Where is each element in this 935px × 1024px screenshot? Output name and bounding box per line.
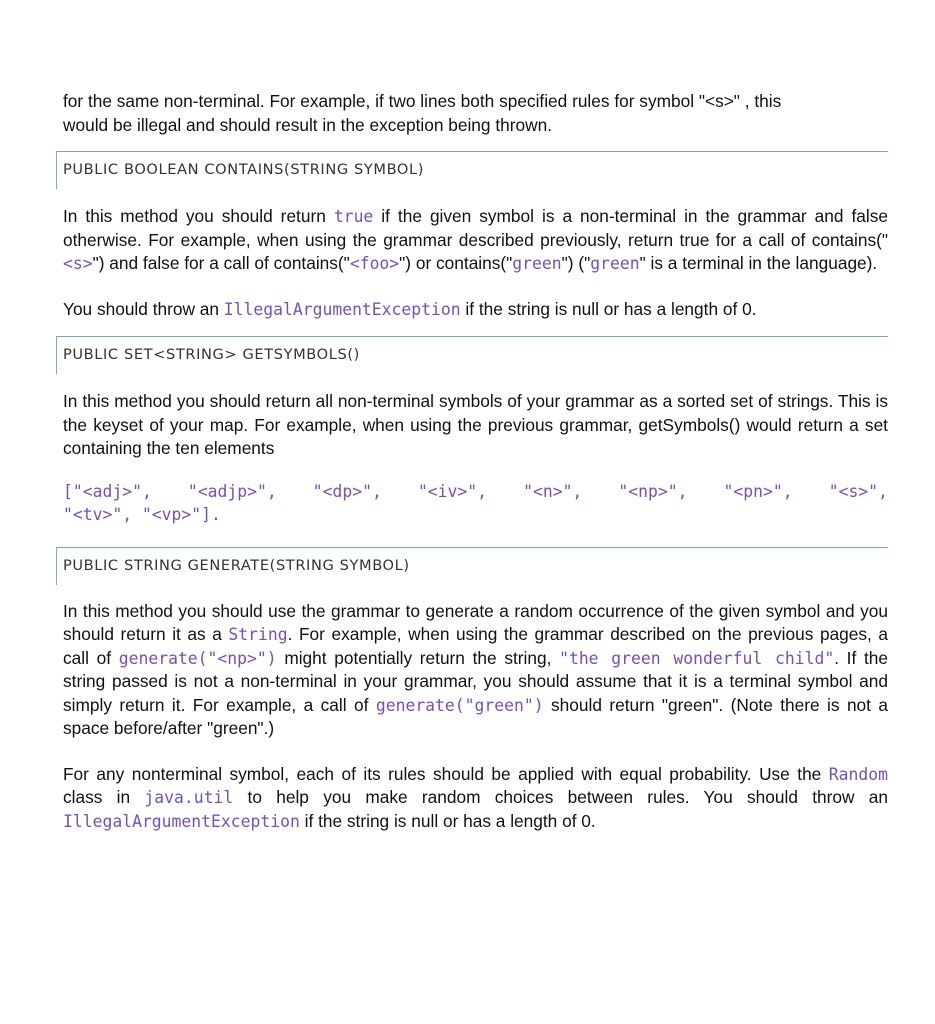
generate-text-2: . For example, when using the grammar described on the previous pages, a call of	[63, 624, 889, 668]
generate-code-java-util: java.util	[144, 788, 234, 807]
code-item: "<pn>",	[723, 481, 793, 501]
generate-code-np: generate("<np>")	[118, 648, 277, 668]
contains-text-5: ") ("	[561, 253, 591, 273]
contains-code-green-2: green	[590, 254, 640, 273]
document-page	[63, 90, 888, 833]
generate-text-4: . If the string passed is not a non-terminal in your grammar, you should assume that it is a terminal symbol and simply return it. For example, a call of	[63, 647, 888, 715]
code-item: "<dp>",	[312, 481, 382, 501]
generate-code-green: generate("green")	[375, 695, 544, 715]
generate-code-random: Random	[828, 764, 888, 784]
contains-text-3: ") and false for a call of contains("	[92, 253, 350, 273]
contains-code-s: <s>	[63, 254, 93, 273]
code-line-2: "<tv>", "<vp>"].	[63, 505, 221, 524]
code-item: ["<adj>",	[63, 481, 152, 501]
generate-rand-text-1: For any nonterminal symbol, each of its rules should be applied with equal probability. Use the	[63, 763, 829, 784]
code-item: "<n>",	[523, 481, 583, 501]
generate-code-string: String	[228, 625, 288, 644]
getsymbols-code-block	[63, 480, 888, 527]
code-item: "<iv>",	[417, 481, 488, 501]
contains-text-4: ") or contains("	[399, 253, 513, 273]
contains-exc-text-2: if the string is null or has a length of 0.	[460, 298, 757, 319]
generate-text-1: In this method you should use the grammar to generate a random occurrence of the given symbol and you should return it as a	[63, 600, 888, 644]
code-line-1	[63, 480, 888, 504]
contains-text-6: " is a terminal in the language).	[639, 253, 878, 273]
generate-random-note	[63, 763, 888, 834]
code-item: "<np>",	[618, 481, 688, 501]
contains-text-2: if the given symbol is a non-terminal in the grammar and false otherwise. For example, when using the grammar described previously, return true for a call of contains("	[63, 206, 888, 250]
generate-rand-text-2: class in	[63, 787, 145, 807]
contains-exc-code: IllegalArgumentException	[223, 299, 461, 319]
contains-exception-note	[63, 298, 888, 322]
contains-description	[63, 205, 888, 276]
getsymbols-description: In this method you should return all non-terminal symbols of your grammar as a sorted set of strings. This is the keyset of your map. For example, when using the previous grammar, getSymbols() would return a set containing the ten elements	[63, 391, 888, 458]
generate-text-3: might potentially return the string,	[276, 647, 560, 668]
generate-description	[63, 600, 888, 741]
generate-rand-text-4: if the string is null or has a length of 0.	[299, 810, 596, 831]
contains-heading: PUBLIC BOOLEAN CONTAINS(STRING SYMBOL)	[56, 151, 888, 189]
generate-heading: PUBLIC STRING GENERATE(STRING SYMBOL)	[56, 547, 888, 585]
generate-code-exception: IllegalArgumentException	[63, 811, 300, 831]
intro-line-1: for the same non-terminal. For example, if two lines both specified rules for symbol "<s>" , this	[63, 91, 782, 111]
generate-rand-text-3: to help you make random choices between rules. You should throw an	[233, 787, 888, 807]
intro-line-2: would be illegal and should result in the exception being thrown.	[63, 114, 552, 135]
generate-code-example-string: "the green wonderful child"	[559, 648, 835, 668]
contains-code-true: true	[333, 207, 374, 226]
contains-text-1: In this method you should return	[63, 206, 334, 226]
contains-code-foo: <foo>	[349, 254, 400, 273]
intro-paragraph	[63, 90, 888, 137]
contains-code-green-1: green	[512, 254, 562, 273]
code-item: "<adjp>",	[187, 481, 277, 501]
contains-exc-text-1: You should throw an	[63, 298, 224, 319]
code-item: "<s>",	[828, 481, 888, 501]
generate-text-5: should return "green". (Note there is not a space before/after "green".)	[63, 694, 888, 738]
getsymbols-heading: PUBLIC SET<STRING> GETSYMBOLS()	[56, 336, 888, 374]
